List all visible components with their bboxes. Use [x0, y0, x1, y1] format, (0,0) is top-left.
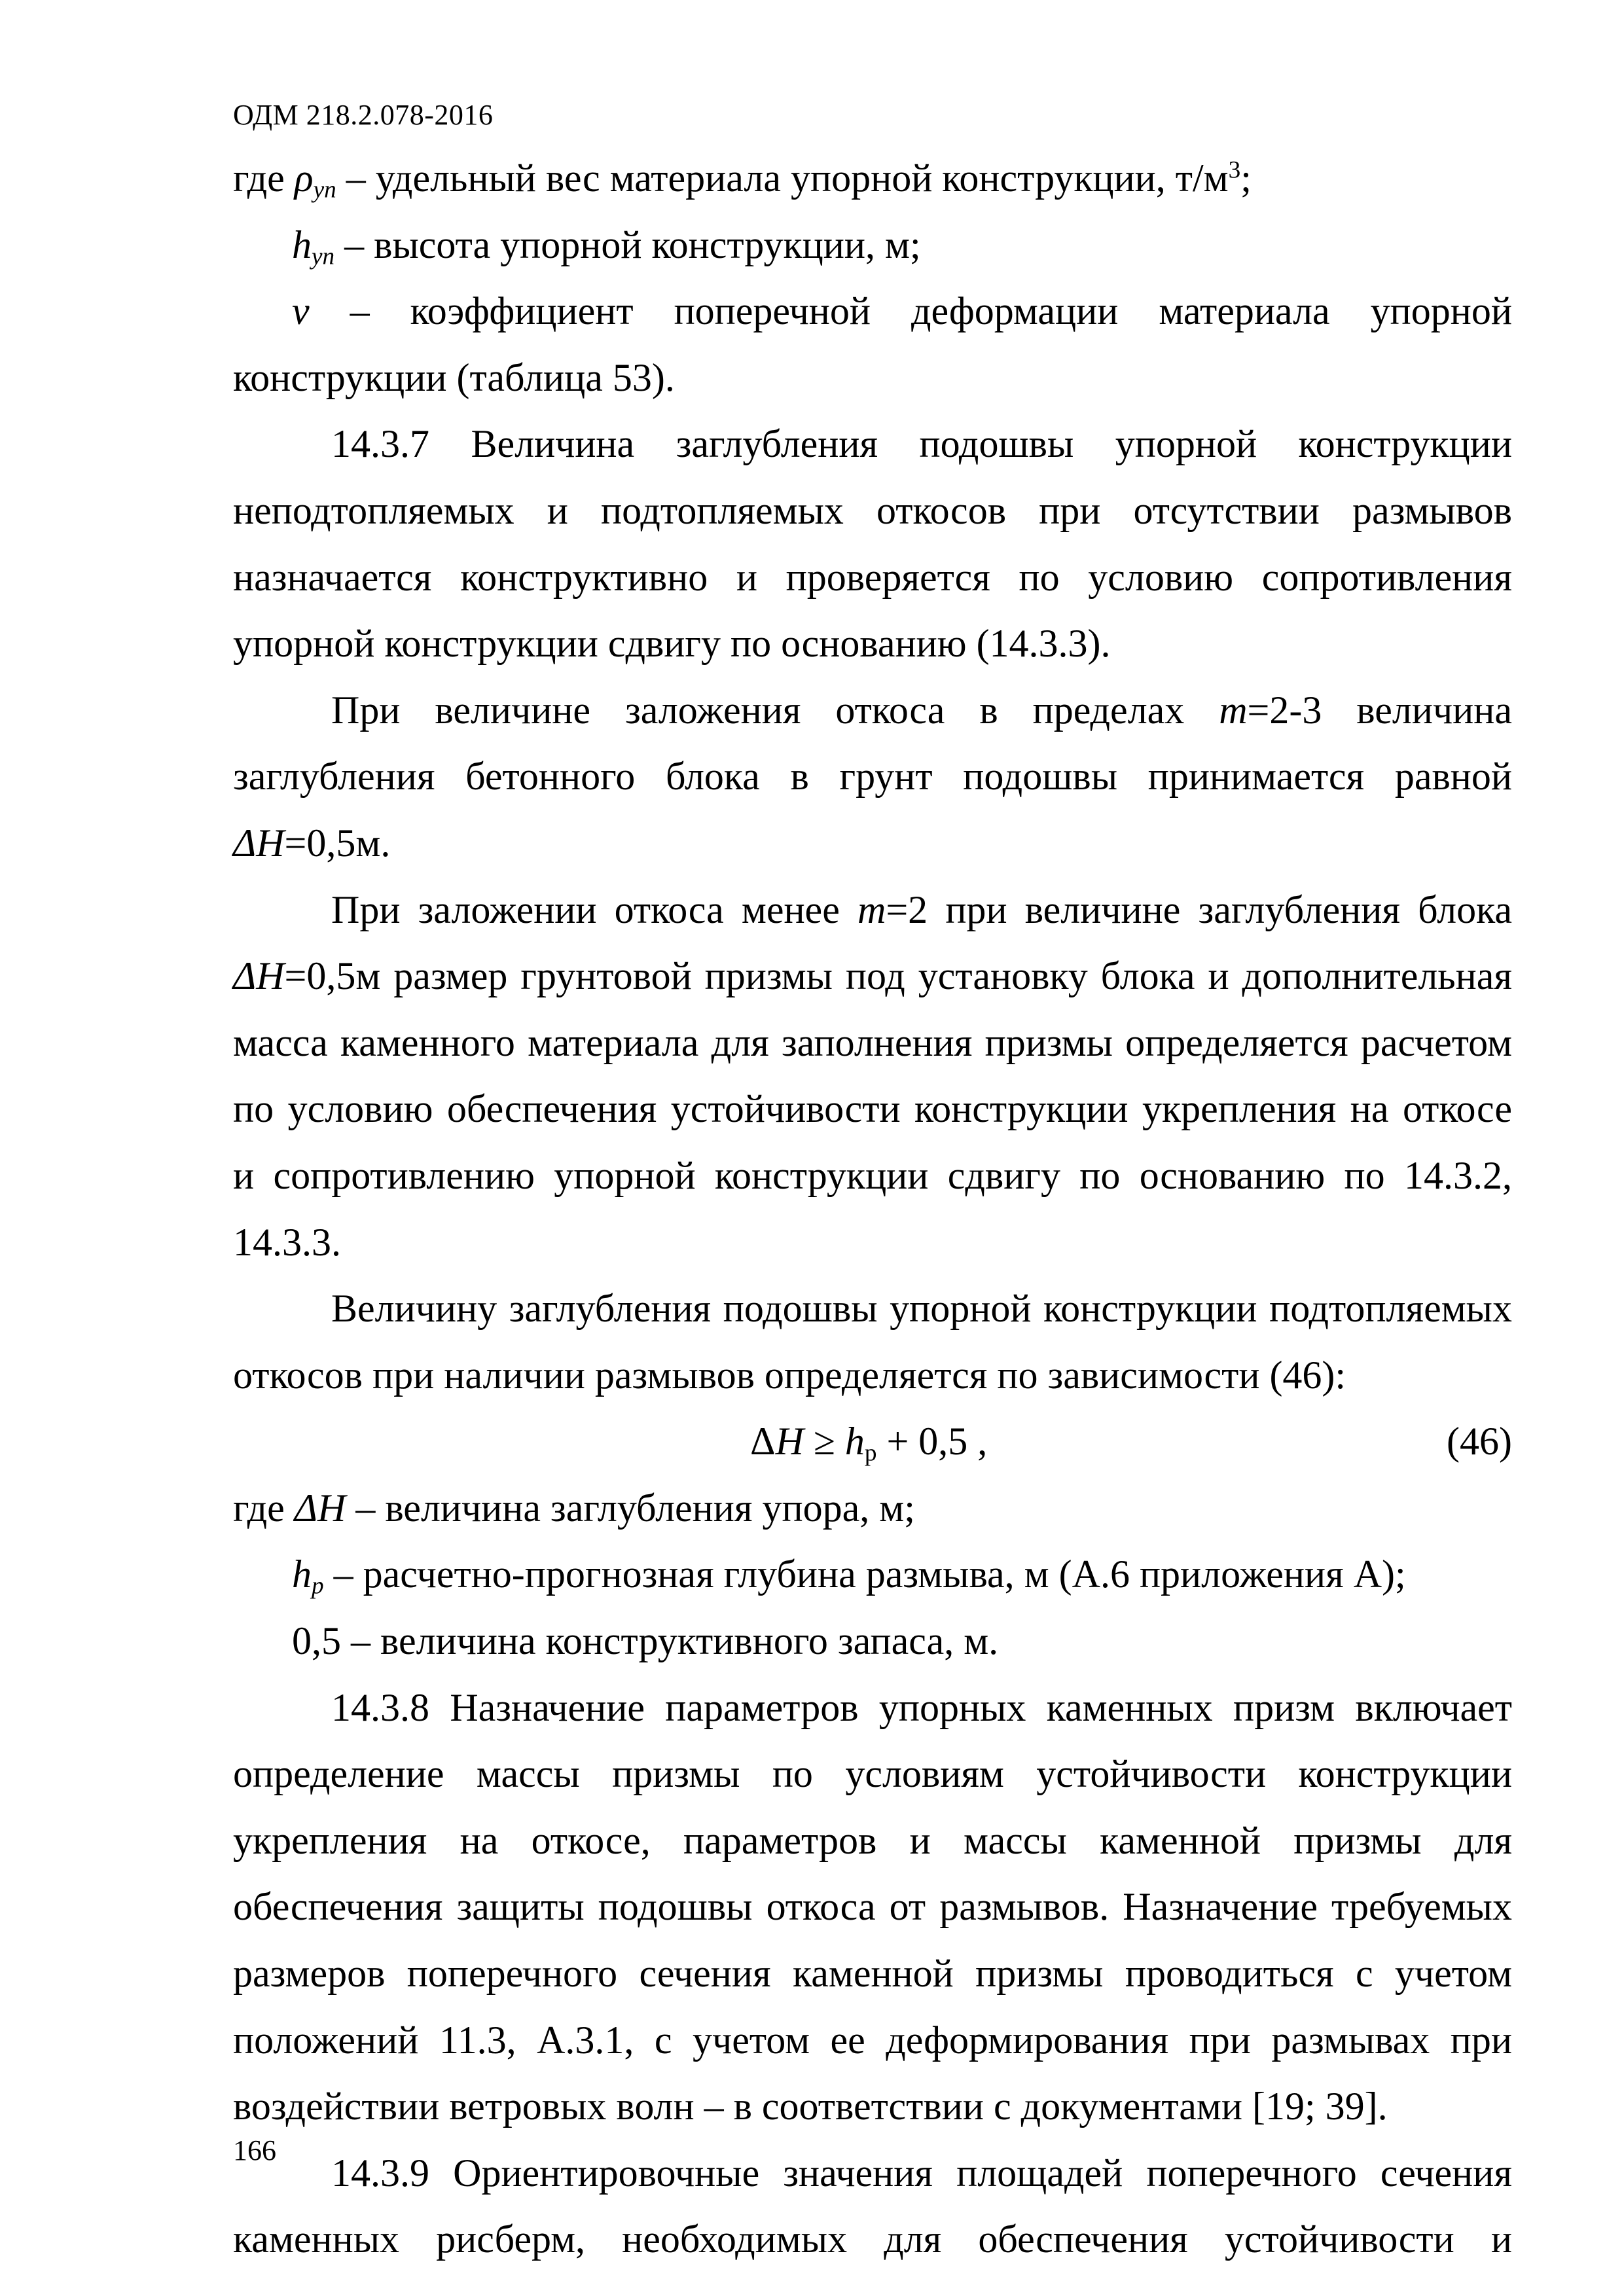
rho-unit-superscript: 3: [1228, 156, 1241, 184]
formula-h-capital: H: [775, 1420, 804, 1463]
definition-rho: [233, 145, 1512, 212]
slope-text-2: =2-3 величина заглубления бетонного блока в грунт подошвы принимается равной: [233, 688, 1512, 798]
hp-subscript: p: [312, 1572, 324, 1600]
paragraph-slope-2-3: [233, 677, 1512, 877]
rho-subscript: уп: [313, 176, 336, 204]
definition-v: [233, 278, 1512, 411]
rho-symbol: ρ: [294, 156, 314, 200]
paragraph-14-3-8: 14.3.8 Назначение параметров упорных каменных призм включает определение массы призмы по условиям устойчивости конструкции укрепления на откосе, параметров и массы каменной призмы для обеспечения защиты подошвы откоса от размывов. Назначение требуемых размеров поперечного сечения каменной призмы проводиться с учетом положений 11.3, А.3.1, с учетом ее деформирования при размывах при воздействии ветровых волн – в соответствии с документами [19; 39].: [233, 1685, 1512, 2128]
where-word: где: [233, 156, 295, 200]
page-number: 166: [233, 2134, 276, 2166]
definition-h: [233, 212, 1512, 279]
v-symbol: v: [292, 289, 310, 333]
formula-h: h: [844, 1420, 865, 1463]
definition-reserve: 0,5 – величина конструктивного запаса, м.: [292, 1619, 999, 1663]
rho-definition: – удельный вес материала упорной конструкции, т/м: [336, 156, 1229, 200]
less-text-1: При заложении откоса менее: [331, 888, 857, 931]
delta-h-symbol: ΔH: [233, 954, 285, 998]
formula-delta: Δ: [750, 1420, 776, 1463]
slope-text-3: =0,5м.: [284, 821, 391, 865]
body-text: [233, 145, 1512, 2273]
h-symbol: h: [292, 223, 312, 266]
hp-symbol: h: [292, 1552, 312, 1596]
rho-tail: ;: [1240, 156, 1252, 200]
delta-h-definition: – величина заглубления упора, м;: [346, 1486, 915, 1530]
m-symbol: m: [857, 888, 886, 931]
definition-delta-h: [233, 1475, 1512, 1542]
document-code-header: ОДМ 218.2.078-2016: [233, 99, 494, 131]
definition-hp: [233, 1541, 1512, 1608]
h-definition: – высота упорной конструкции, м;: [334, 223, 921, 266]
v-definition: – коэффициент поперечной деформации материала упорной конструкции (таблица 53).: [233, 289, 1512, 399]
paragraph-14-3-9: 14.3.9 Ориентировочные значения площадей поперечного сечения каменных рисберм, необходимых для обеспечения устойчивости и: [233, 2151, 1512, 2261]
formula-rest: + 0,5 ,: [876, 1420, 988, 1463]
hp-definition: – расчетно-прогнозная глубина размыва, м (А.6 приложения А);: [323, 1552, 1406, 1596]
slope-text-1: При величине заложения откоса в пределах: [331, 688, 1219, 732]
paragraph-slope-less-2: [233, 877, 1512, 1276]
formula-h-subscript: р: [864, 1439, 877, 1467]
less-text-3: =0,5м размер грунтовой призмы под установку блока и дополнительная масса каменного материала для заполнения призмы определяется расчетом по условию обеспечения устойчивости конструкции укрепления на откосе и сопротивлению упорной конструкции сдвигу по основанию по 14.3.2, 14.3.3.: [233, 954, 1512, 1264]
where-word: где: [233, 1486, 295, 1530]
delta-h-symbol: ΔH: [233, 821, 285, 865]
m-symbol: m: [1219, 688, 1248, 732]
formula-46: [750, 1408, 987, 1475]
formula-number: (46): [1447, 1420, 1512, 1463]
paragraph-depth-dependence: Величину заглубления подошвы упорной конструкции подтопляемых откосов при наличии размывов определяется по зависимости (46):: [233, 1287, 1512, 1397]
delta-h-symbol: ΔH: [294, 1486, 346, 1530]
h-subscript: уп: [312, 242, 335, 270]
formula-46-line: [233, 1408, 1512, 1475]
paragraph-14-3-7: 14.3.7 Величина заглубления подошвы упорной конструкции неподтопляемых и подтопляемых откосов при отсутствии размывов назначается конструктивно и проверяется по условию сопротивления упорной конструкции сдвигу по основанию (14.3.3).: [233, 422, 1512, 666]
less-text-2: =2 при величине заглубления блока: [886, 888, 1512, 931]
formula-ge-sign: ≥: [803, 1420, 845, 1463]
